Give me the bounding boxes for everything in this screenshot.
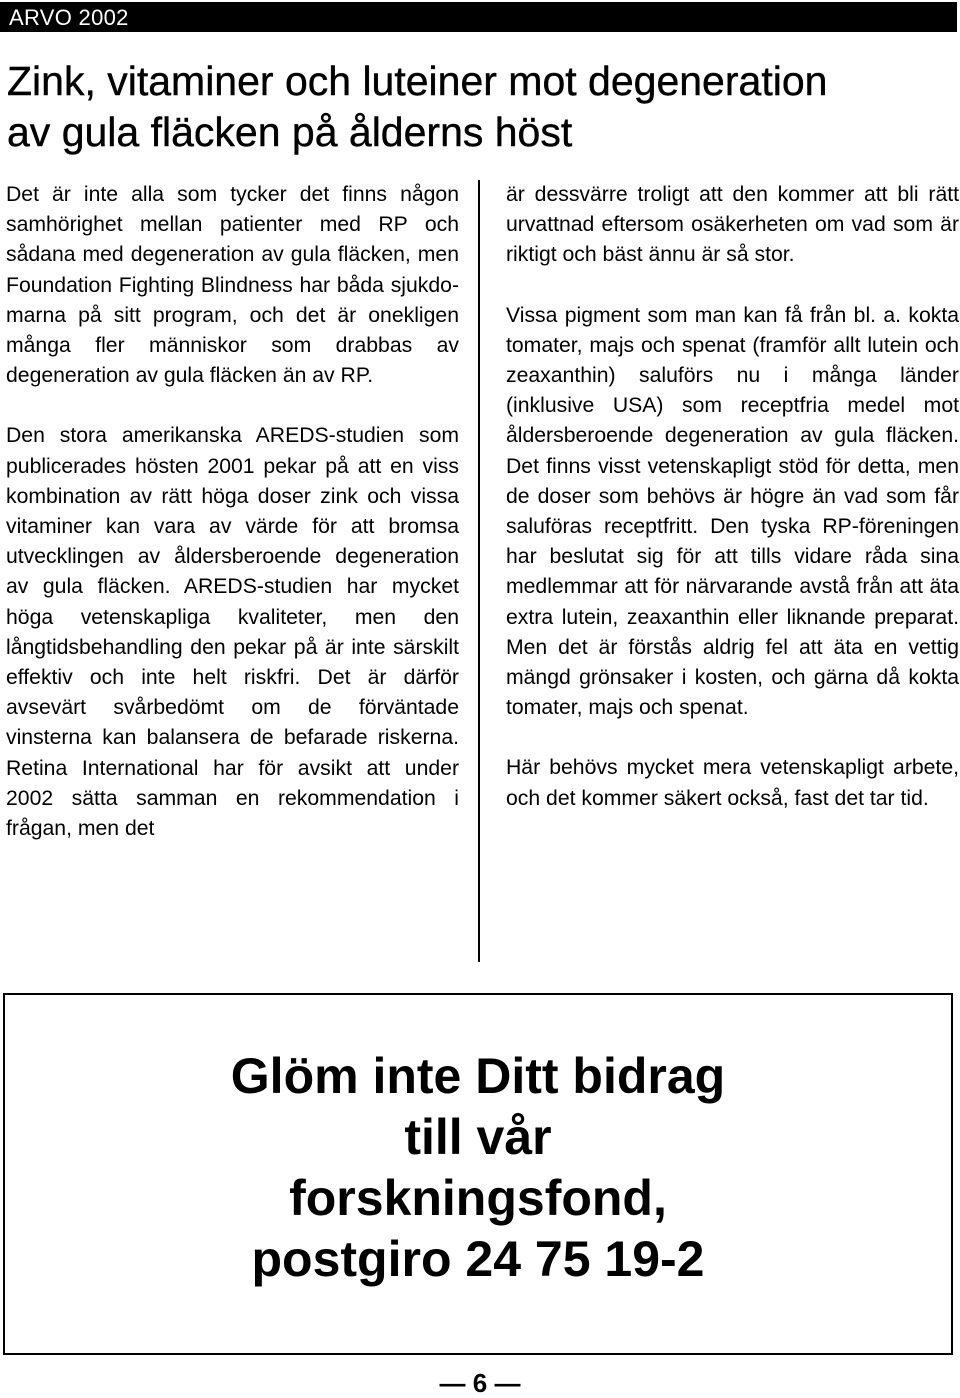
article-column-left bbox=[6, 180, 459, 874]
header-bar bbox=[0, 2, 957, 32]
appeal-line: Glöm inte Ditt bidrag bbox=[230, 1048, 726, 1104]
article-paragraph: Här behövs mycket mera vetenskapligt arbete, och det kommer säkert också, fast det tar tid. bbox=[506, 756, 959, 810]
article-title-line-2: av gula fläcken på ålderns höst bbox=[7, 109, 573, 155]
article-column-right bbox=[506, 180, 959, 844]
donation-appeal-text bbox=[5, 1046, 951, 1290]
appeal-line: forskningsfond, bbox=[289, 1170, 667, 1226]
article-paragraph: Vissa pigment som man kan få från bl. a. kokta tomater, majs och spenat (framför allt lutein och zeaxanthin) saluförs nu i många länder (inklusive USA) som receptfria medel mot åldersberoende degeneration av gula fläcken. Det finns visst vetenskapligt stöd för detta, men de doser som behövs är högre än vad som får saluföras receptfritt. Den tyska RP-föreningen har beslutat sig för att tills vidare råda sina medlemmar att för närvarande avstå från att äta extra lutein, zeaxanthin eller liknande preparat. Men det är förstås aldrig fel att äta en vettig mängd grönsaker i kosten, och gärna då kokta tomater, majs och spenat. bbox=[506, 303, 959, 720]
issue-label: ARVO 2002 bbox=[9, 5, 129, 30]
column-divider bbox=[478, 180, 480, 962]
donation-appeal-box bbox=[3, 993, 953, 1355]
appeal-line: till vår bbox=[404, 1109, 552, 1165]
appeal-line: postgiro 24 75 19-2 bbox=[251, 1231, 705, 1287]
article-paragraph: är dessvärre troligt att den kommer att bli rätt urvattnad eftersom osäkerheten om vad som är riktigt och bäst ännu är så stor. bbox=[506, 183, 959, 267]
page-number: — 6 — bbox=[439, 1368, 521, 1398]
article-title bbox=[7, 56, 952, 158]
article-paragraph: Det är inte alla som tycker det finns någon samhörighet mellan patienter med RP och sådana med degeneration av gula fläcken, men Foundation Fighting Blindness har båda sjukdomarna på sitt program, och det är onekligen många fler människor som drabbas av degeneration av gula fläcken än av RP. bbox=[6, 183, 459, 388]
article-title-line-1: Zink, vitaminer och luteiner mot degeneration bbox=[7, 58, 828, 104]
article-paragraph: Den stora amerikanska AREDS-studien som publicerades hösten 2001 pekar på att en viss kombination av rätt höga doser zink och vissa vitaminer kan vara av värde för att bromsa utvecklingen av åldersberoende degeneration av gula fläcken. AREDS-studien har mycket höga vetenskapliga kvaliteter, men den långtidsbehandling den pekar på är inte särskilt effektiv och inte helt riskfri. Det är därför avsevärt svårbedömt om de förväntade vinsterna kan balansera de befarade riskerna. Retina International har för avsikt att under 2002 sätta samman en rekommendation i frågan, men det bbox=[6, 424, 459, 841]
